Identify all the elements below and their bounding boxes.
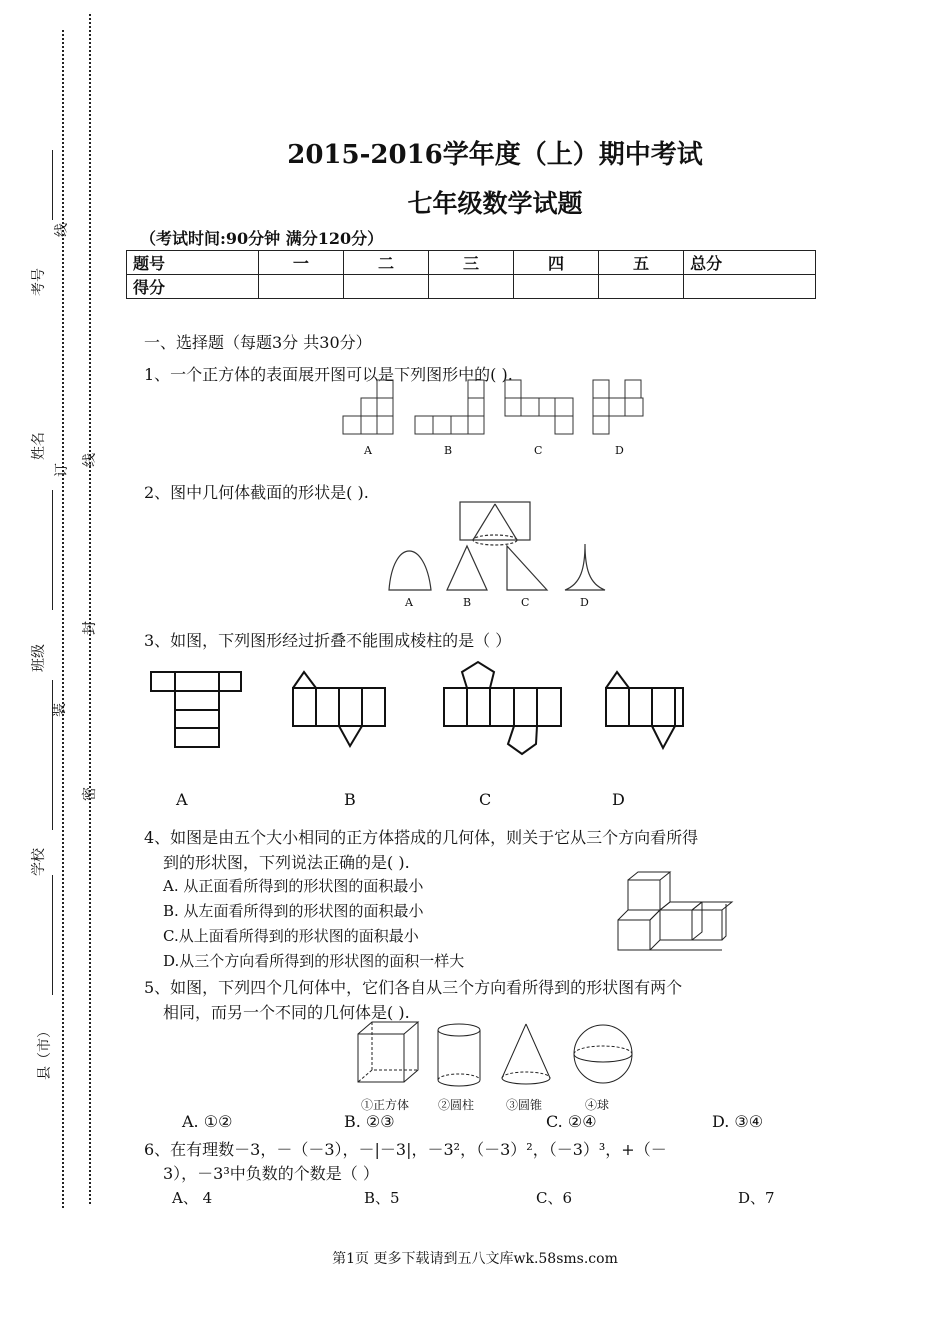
net-b: [415, 380, 484, 434]
q6-option-c: C、6: [536, 1189, 573, 1207]
question-4-line2: 到的形状图，下列说法正确的是( ).: [163, 853, 410, 872]
q3-label-b: B: [344, 790, 356, 809]
seal-word-line-1: 线: [54, 223, 70, 237]
question-1: 1、一个正方体的表面展开图可以是下列图形中的( ).: [144, 365, 513, 384]
score-cell: [514, 275, 599, 299]
q5-option-a: A. ①②: [182, 1112, 233, 1131]
blank-line-2: [52, 490, 53, 610]
q1-nets-figure: [340, 378, 660, 438]
net-d: [593, 380, 643, 434]
prism-net-a: [151, 672, 241, 747]
question-4-line1: 4、如图是由五个大小相同的正方体搭成的几何体，则关于它从三个方向看所得: [144, 828, 699, 847]
shape-b: [447, 546, 487, 590]
cube-solid: [358, 1022, 418, 1082]
score-row-label: 得分: [127, 275, 259, 299]
q6-option-b: B、5: [364, 1189, 400, 1207]
label-school: 学校: [31, 848, 47, 876]
score-header-cell: 五: [599, 251, 684, 275]
score-header-cell: 总分: [684, 251, 816, 275]
shape-a: [389, 551, 431, 590]
question-3: 3、如图，下列图形经过折叠不能围成棱柱的是（ ）: [144, 631, 512, 650]
q3-label-c: C: [479, 790, 492, 809]
cone: [473, 504, 517, 540]
q1-label-b: B: [444, 444, 453, 457]
label-exam-number: 考号: [31, 268, 47, 296]
q2-cone-section-figure: [385, 498, 615, 598]
exam-info: （考试时间:90分钟 满分120分）: [140, 229, 384, 248]
score-cell: [684, 275, 816, 299]
q4-option-d: D.从三个方向看所得到的形状图的面积一样大: [163, 952, 465, 970]
seal-word-line-2: 线: [82, 453, 98, 467]
q5-label-cube: ①正方体: [361, 1098, 410, 1112]
question-2: 2、图中几何体截面的形状是( ).: [144, 483, 369, 502]
seal-word-zhuang: 装: [52, 703, 68, 717]
section-heading: 一、选择题（每题3分 共30分）: [144, 333, 372, 352]
q5-label-cylinder: ②圆柱: [438, 1098, 475, 1112]
q3-prism-nets-figure: [148, 660, 688, 756]
score-header-cell: 四: [514, 251, 599, 275]
q1-label-a: A: [364, 444, 372, 457]
label-county: 县（市）: [37, 1024, 53, 1080]
q5-option-d: D. ③④: [712, 1112, 764, 1131]
q4-option-c: C.从上面看所得到的形状图的面积最小: [163, 927, 419, 945]
score-cell: [343, 275, 428, 299]
score-header-cell: 题号: [127, 251, 259, 275]
seal-word-ding: 订: [54, 463, 70, 477]
q3-label-d: D: [612, 790, 625, 809]
q4-option-a: A. 从正面看所得到的形状图的面积最小: [163, 877, 424, 895]
label-name: 姓名: [31, 432, 47, 460]
shape-c: [507, 546, 547, 590]
q2-label-d: D: [580, 596, 589, 609]
prism-net-b: [293, 672, 385, 746]
prism-net-d: [606, 672, 683, 748]
score-header-cell: 二: [343, 251, 428, 275]
q2-label-c: C: [521, 596, 530, 609]
q3-label-a: A: [176, 790, 188, 809]
label-class: 班级: [31, 644, 47, 672]
net-c: [505, 380, 573, 434]
page-footer: 第1页 更多下载请到五八文库wk.58sms.com: [332, 1251, 618, 1267]
q4-cubes-figure: [614, 872, 728, 954]
score-table: [126, 250, 816, 299]
net-a: [343, 380, 393, 434]
question-5-line1: 5、如图，下列四个几何体中，它们各自从三个方向看所得到的形状图有两个: [144, 978, 683, 997]
q4-option-b: B. 从左面看所得到的形状图的面积最小: [163, 902, 424, 920]
score-cell: [258, 275, 343, 299]
page-title: 2015-2016学年度（上）期中考试: [287, 140, 703, 170]
question-6-line2: 3），－3³中负数的个数是（ ）: [163, 1164, 379, 1183]
cone-solid: [502, 1024, 550, 1084]
q2-label-a: A: [405, 596, 413, 609]
cylinder-solid: [438, 1024, 480, 1086]
q5-label-cone: ③圆锥: [506, 1098, 543, 1112]
score-header-cell: 三: [428, 251, 513, 275]
blank-line-4: [52, 875, 53, 995]
question-5-line2: 相同，而另一个不同的几何体是( ).: [163, 1003, 410, 1022]
shape-d: [565, 544, 605, 590]
question-6-line1: 6、在有理数－3，－（－3），－|－3|，－3²，（－3）²，（－3）³，+（－: [144, 1140, 667, 1159]
q2-label-b: B: [463, 596, 472, 609]
q1-label-c: C: [534, 444, 543, 457]
score-cell: [428, 275, 513, 299]
seal-word-feng: 封: [82, 621, 98, 635]
q5-option-c: C. ②④: [546, 1112, 597, 1131]
score-header-cell: 一: [258, 251, 343, 275]
score-table-score-row: [127, 275, 816, 299]
q6-option-d: D、7: [738, 1189, 775, 1207]
score-table-header-row: [127, 251, 816, 275]
seal-word-mi: 密: [82, 787, 98, 801]
q5-option-b: B. ②③: [344, 1112, 395, 1131]
q1-label-d: D: [615, 444, 624, 457]
sphere-solid: [574, 1025, 632, 1083]
score-cell: [599, 275, 684, 299]
page-subtitle: 七年级数学试题: [407, 189, 583, 218]
q5-label-sphere: ④球: [585, 1098, 610, 1112]
q6-option-a: A、 4: [172, 1189, 213, 1207]
prism-net-c: [444, 662, 561, 754]
q5-solids-figure: [354, 1020, 644, 1092]
cutting-plane: [460, 502, 530, 540]
